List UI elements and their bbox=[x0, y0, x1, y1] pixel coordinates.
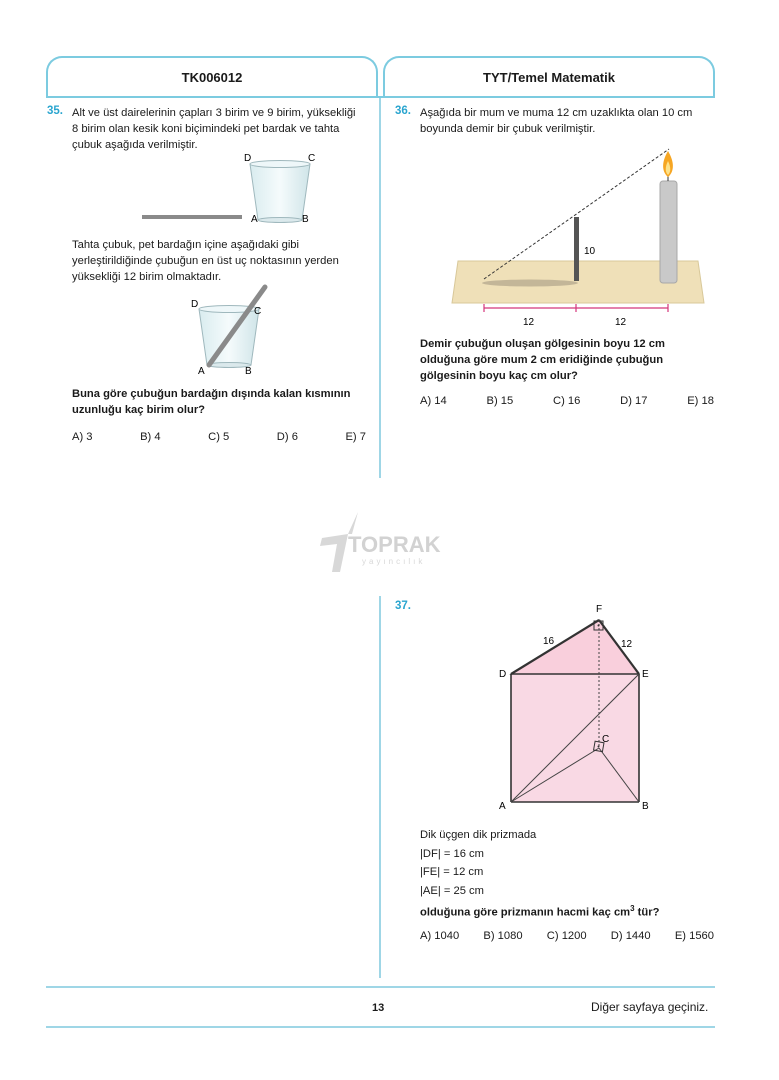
footer-rule-top bbox=[46, 986, 715, 988]
q35-question-line: Buna göre çubuğun bardağın dışında kalan kısmının bbox=[72, 388, 351, 400]
cup-rim bbox=[250, 161, 310, 168]
column-divider-bottom bbox=[379, 596, 381, 978]
option-d[interactable]: D) 6 bbox=[276, 431, 298, 443]
column-divider-top bbox=[379, 98, 381, 478]
q36-question-line: olduğuna göre mum 2 cm eridiğinde çubuğun bbox=[420, 354, 664, 366]
publisher-watermark bbox=[318, 512, 448, 572]
q36-question-line: Demir çubuğun oluşan gölgesinin boyu 12 cm bbox=[420, 338, 665, 350]
label-e: E bbox=[642, 669, 649, 680]
q37-given-line: |DF| = 16 cm bbox=[420, 847, 484, 860]
watermark-logo-tip bbox=[348, 512, 358, 534]
header-left-text: TK006012 bbox=[181, 69, 243, 85]
label-b: B bbox=[642, 801, 649, 812]
q35-figure-cup-and-stick bbox=[140, 150, 340, 230]
rod-height-label: 10 bbox=[584, 246, 596, 257]
option-e[interactable]: E) 18 bbox=[687, 395, 714, 407]
option-e[interactable]: E) 7 bbox=[345, 431, 366, 443]
q36-options bbox=[420, 395, 714, 407]
q37-question bbox=[420, 900, 720, 922]
q37-options bbox=[420, 930, 714, 942]
candle-distance-label: 12 bbox=[615, 317, 627, 328]
cup bbox=[250, 164, 310, 220]
shadow bbox=[482, 280, 578, 287]
label-c: C bbox=[602, 734, 610, 745]
q37-figure-prism bbox=[495, 600, 665, 815]
q37-question-sup: 3 bbox=[630, 904, 635, 913]
option-d[interactable]: D) 17 bbox=[620, 395, 648, 407]
watermark-logo-mark bbox=[320, 534, 348, 572]
q35-intro bbox=[72, 105, 372, 153]
next-page-note: Diğer sayfaya geçiniz. bbox=[591, 1000, 709, 1014]
q35-intro-line: 8 birim olan kesik koni biçimindeki pet bardak ve tahta bbox=[72, 123, 340, 135]
option-a[interactable]: A) 14 bbox=[420, 395, 447, 407]
q35-mid-line: yüksekliği 12 birim olmaktadır. bbox=[72, 271, 222, 283]
q35-question-line: uzunluğu kaç birim olur? bbox=[72, 404, 206, 416]
q37-given-line: |FE| = 12 cm bbox=[420, 866, 484, 878]
right-angle-dot bbox=[598, 625, 600, 627]
option-b[interactable]: B) 15 bbox=[486, 395, 514, 407]
label-d: D bbox=[244, 153, 252, 164]
label-d: D bbox=[191, 299, 199, 310]
q37-given-line: Dik üçgen dik prizmada bbox=[420, 829, 537, 841]
q37-question-end: tür? bbox=[634, 906, 660, 919]
q36-question-line: gölgesinin boyu kaç cm olur? bbox=[420, 370, 578, 382]
option-c[interactable]: C) 16 bbox=[553, 395, 581, 407]
q36-figure-candle-shadow bbox=[450, 145, 710, 330]
label-a: A bbox=[198, 366, 205, 377]
right-angle-dot bbox=[598, 746, 600, 748]
option-c[interactable]: C) 5 bbox=[208, 431, 230, 443]
watermark-sub: yayıncılık bbox=[362, 557, 426, 566]
iron-rod bbox=[574, 217, 579, 281]
stick bbox=[142, 215, 242, 219]
option-d[interactable]: D) 1440 bbox=[610, 930, 651, 942]
label-b: B bbox=[302, 214, 309, 225]
option-e[interactable]: E) 1560 bbox=[674, 930, 714, 942]
q37-given bbox=[420, 826, 720, 922]
option-b[interactable]: B) 1080 bbox=[483, 930, 523, 942]
footer-rule-bottom bbox=[46, 1026, 715, 1028]
q36-number: 36. bbox=[395, 105, 411, 117]
q35-number: 35. bbox=[47, 105, 63, 117]
q37-given-line: |AE| = 25 cm bbox=[420, 884, 484, 897]
q35-question bbox=[72, 386, 372, 418]
q36-question bbox=[420, 336, 720, 384]
q35-mid bbox=[72, 237, 372, 285]
cup-base bbox=[258, 218, 302, 223]
candle bbox=[660, 181, 677, 283]
q35-mid-line: Tahta çubuk, pet bardağın içine aşağıdaki gibi bbox=[72, 239, 300, 251]
header-right bbox=[383, 56, 715, 96]
option-c[interactable]: C) 1200 bbox=[546, 930, 587, 942]
label-f: F bbox=[596, 604, 603, 615]
length-df: 16 bbox=[543, 636, 555, 647]
q36-intro bbox=[420, 105, 720, 137]
q35-intro-line: çubuk aşağıda verilmiştir. bbox=[72, 139, 198, 151]
q36-intro-line: Aşağıda bir mum ve muma 12 cm uzaklıkta olan 10 cm bbox=[420, 107, 693, 119]
label-a: A bbox=[499, 801, 506, 812]
q36-intro-line: boyunda demir bir çubuk verilmiştir. bbox=[420, 123, 596, 135]
header-right-text: TYT/Temel Matematik bbox=[483, 69, 615, 85]
label-a: A bbox=[251, 214, 258, 225]
q35-intro-line: Alt ve üst dairelerinin çapları 3 birim ve 9 birim, yüksekliği bbox=[72, 107, 356, 119]
header-left bbox=[46, 56, 378, 96]
label-c: C bbox=[254, 306, 262, 317]
option-b[interactable]: B) 4 bbox=[140, 431, 161, 443]
label-c: C bbox=[308, 153, 316, 164]
watermark-name: TOPRAK bbox=[348, 532, 441, 557]
option-a[interactable]: A) 3 bbox=[72, 431, 93, 443]
q35-mid-line: yerleştirildiğinde çubuğun en üst uç noktasının yerden bbox=[72, 255, 339, 267]
q35-figure-stick-in-cup bbox=[185, 283, 285, 378]
option-a[interactable]: A) 1040 bbox=[420, 930, 460, 942]
shadow-length-label: 12 bbox=[523, 317, 535, 328]
q37-number: 37. bbox=[395, 600, 411, 612]
label-b: B bbox=[245, 366, 252, 377]
length-fe: 12 bbox=[621, 639, 633, 650]
q37-question-text: olduğuna göre prizmanın hacmi kaç cm bbox=[420, 906, 631, 919]
q35-options bbox=[72, 431, 366, 443]
page-number: 13 bbox=[372, 1002, 385, 1014]
label-d: D bbox=[499, 669, 507, 680]
